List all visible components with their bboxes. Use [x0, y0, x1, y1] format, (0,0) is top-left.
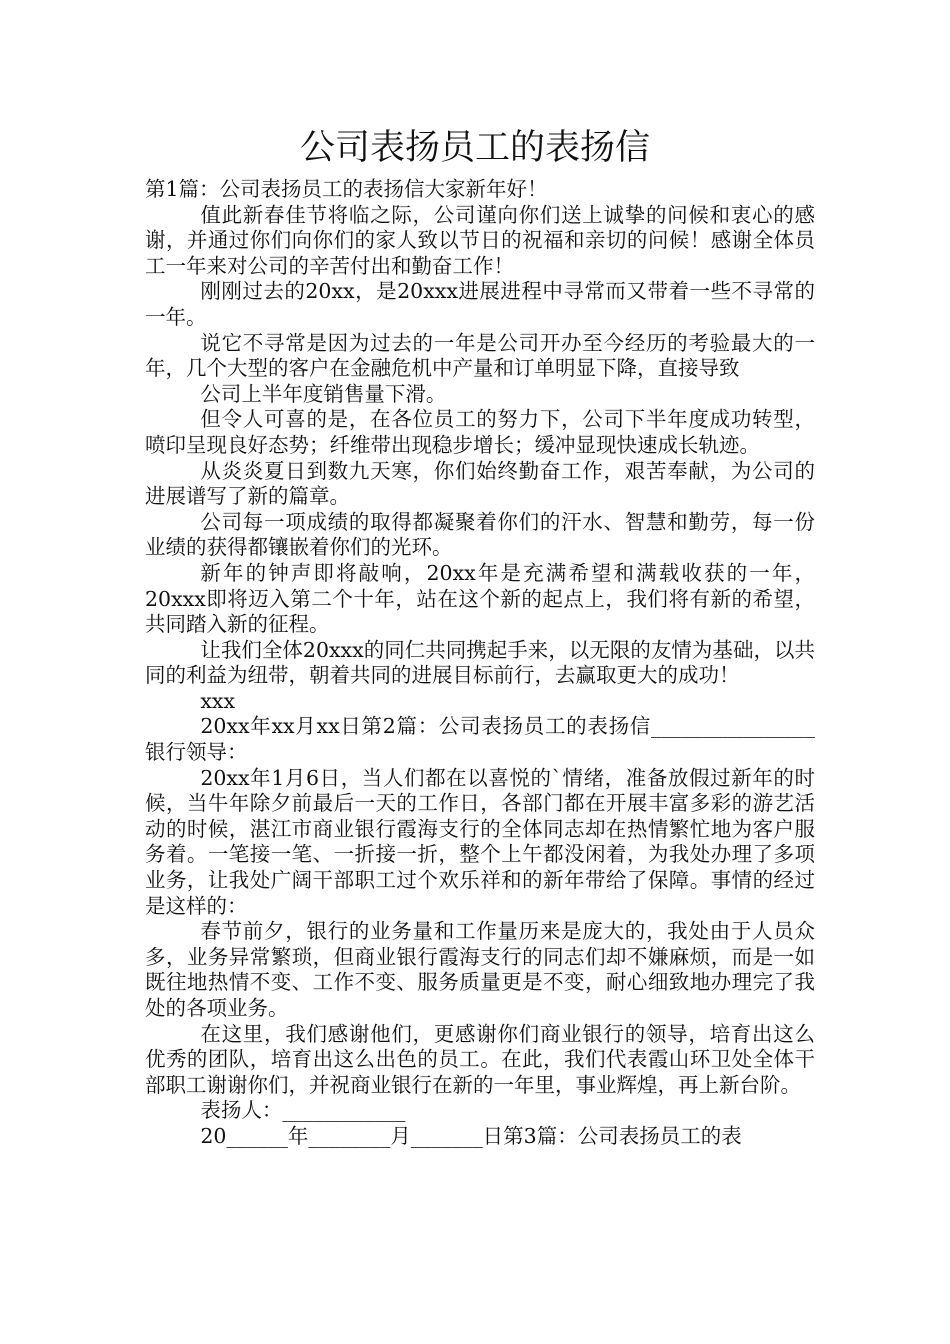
- paragraph: 新年的钟声即将敲响，20xx年是充满希望和满载收获的一年，20xxx即将迈入第二个十年，站在这个新的起点上，我们将有新的希望，共同踏入新的征程。: [145, 560, 815, 637]
- signature-name: xxx: [200, 688, 236, 713]
- paragraph: 刚刚过去的20xx，是20xxx进展进程中寻常而又带着一些不寻常的一年。: [145, 279, 815, 329]
- paragraph: 从炎炎夏日到数九天寒，你们始终勤奋工作，艰苦奉献，为公司的进展谱写了新的篇章。: [145, 458, 815, 509]
- paragraph: 说它不寻常是因为过去的一年是公司开办至今经历的考验最大的一年，几个大型的客户在金融危机中产量和订单明显下降，直接导致: [145, 330, 815, 381]
- paragraph: 公司每一项成绩的取得都凝聚着你们的汗水、智慧和勤劳，每一份业绩的获得都镶嵌着你们的光环。: [145, 509, 815, 560]
- date-and-heading-3: 20______年________月_______日第3篇：公司表扬员工的表: [200, 1123, 742, 1148]
- date-and-heading-2: 20xx年xx月xx日第2篇：公司表扬员工的表扬信________________银行领导：: [145, 714, 815, 765]
- paragraph-heading-1: 第1篇：公司表扬员工的表扬信大家新年好！: [145, 177, 548, 201]
- paragraph: 春节前夕，银行的业务量和工作量历来是庞大的，我处由于人员众多，业务异常繁琐，但商业银行霞海支行的同志们却不嫌麻烦，而是一如既往地热情不变、工作不变、服务质量更是不变，耐心细致地办理完了我处的各项业务。: [145, 919, 815, 1020]
- paragraph: 让我们全体20xxx的同仁共同携起手来，以无限的友情为基础，以共同的利益为纽带，朝着共同的进展目标前行，去赢取更大的成功！: [145, 637, 815, 688]
- document-title: 公司表扬员工的表扬信: [299, 128, 650, 168]
- document-body: [145, 177, 815, 1150]
- paragraph: 20xx年1月6日，当人们都在以喜悦的`情绪，准备放假过新年的时候，当牛年除夕前最后一天的工作日，各部门都在开展丰富多彩的游艺活动的时候，湛江市商业银行霞海支行的全体同志却在热情繁忙地为客户服务着。一笔接一笔、一折接一折，整个上午都没闲着，为我处办理了多项业务，让我处广阔干部职工过个欢乐祥和的新年带给了保障。事情的经过是这样的：: [145, 765, 815, 918]
- paragraph: 值此新春佳节将临之际，公司谨向你们送上诚挚的问候和衷心的感谢，并通过你们向你们的家人致以节日的祝福和亲切的问候！感谢全体员工一年来对公司的辛苦付出和勤奋工作！: [145, 202, 815, 278]
- paragraph: 在这里，我们感谢他们，更感谢你们商业银行的领导，培育出这么优秀的团队，培育出这么出色的员工。在此，我们代表霞山环卫处全体干部职工谢谢你们，并祝商业银行在新的一年里，事业辉煌，再上新台阶。: [145, 1021, 815, 1097]
- paragraph: 但令人可喜的是，在各位员工的努力下，公司下半年度成功转型，喷印呈现良好态势；纤维带出现稳步增长；缓冲显现快速成长轨迹。: [145, 407, 815, 457]
- paragraph: 公司上半年度销售量下滑。: [200, 381, 447, 406]
- praiser-line: 表扬人：____________: [200, 1098, 406, 1123]
